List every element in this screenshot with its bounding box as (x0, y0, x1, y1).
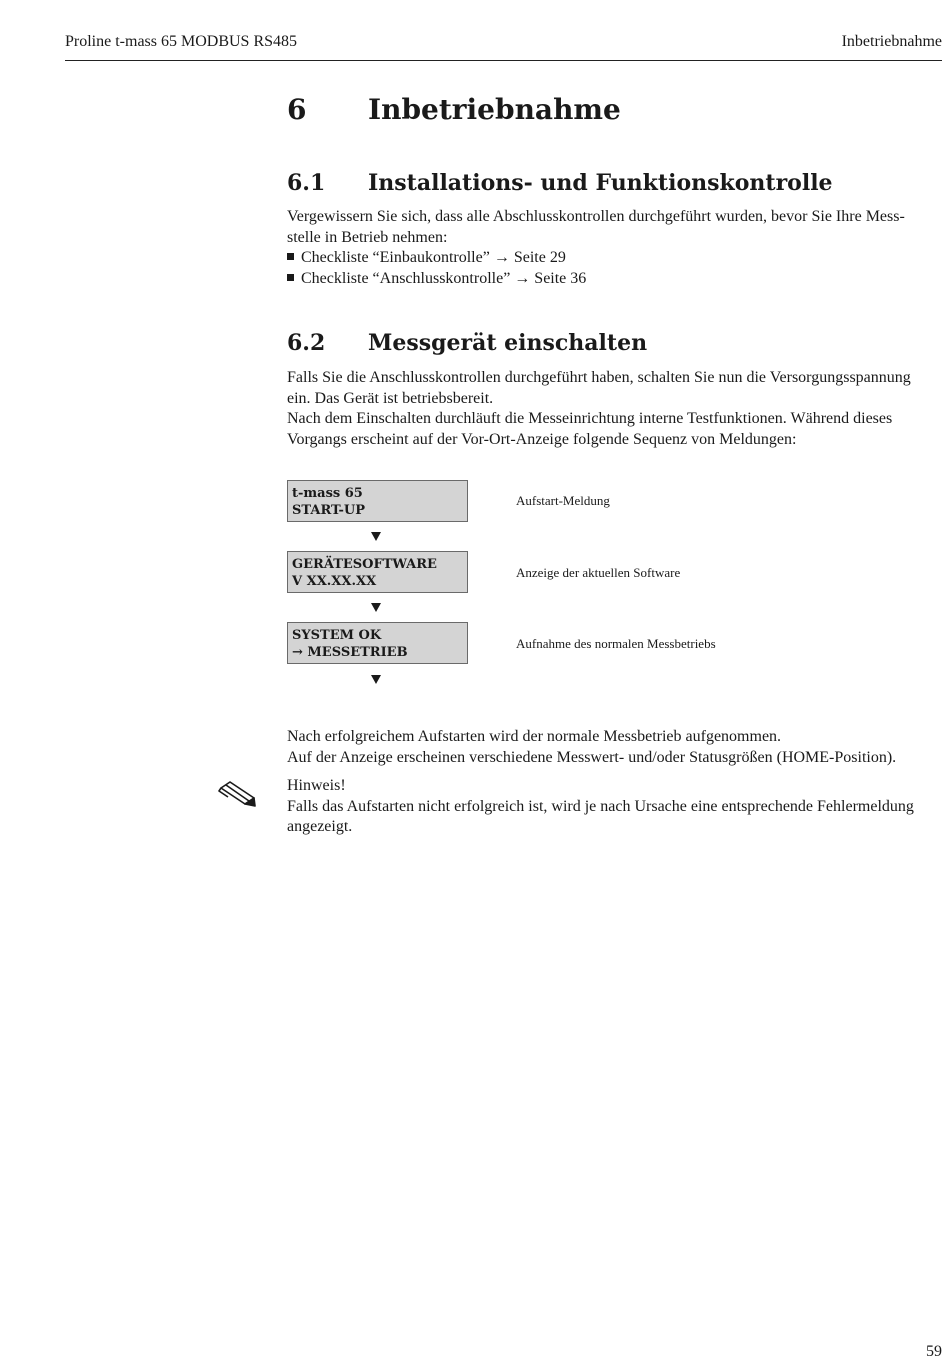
display-system-ok (287, 622, 468, 664)
section-heading-6-1 (287, 170, 833, 196)
section-6-1-body (287, 207, 942, 289)
bullet-square-icon (287, 253, 294, 260)
display-line: START-UP (292, 503, 366, 518)
display-description: Anzeige der aktuellen Software (516, 565, 681, 580)
paragraph-line: Nach erfolgreichem Aufstarten wird der normale Messbetrieb aufgenommen. (287, 728, 782, 745)
section-title: Installations- und Funktionskontrolle (368, 170, 833, 196)
paragraph-line: Nach dem Einschalten durchläuft die Messeinrichtung interne Testfunktionen. Während dieses (287, 410, 893, 427)
note-title: Hinweis! (287, 777, 346, 794)
section-title: Messgerät einschalten (368, 330, 648, 356)
arrow-down-icon (371, 532, 381, 541)
section-number: 6.2 (287, 330, 326, 356)
note-text: angezeigt. (287, 818, 353, 835)
bullet-item: Checkliste “Anschlusskontrolle” → Seite 36 (287, 269, 942, 290)
section-6-2-body (287, 368, 942, 450)
chapter-number: 6 (287, 93, 307, 126)
chapter-heading (287, 93, 621, 126)
pencil-icon (218, 778, 258, 810)
display-software (287, 551, 468, 593)
section-heading-6-2 (287, 330, 647, 356)
display-line: SYSTEM OK (292, 628, 382, 643)
display-line: t-mass 65 (292, 486, 363, 501)
page-number: 59 (926, 1343, 942, 1360)
paragraph-line: Falls Sie die Anschlusskontrollen durchgeführt haben, schalten Sie nun die Versorgungsspannung (287, 369, 911, 386)
intro-line: Vergewissern Sie sich, dass alle Abschlusskontrollen durchgeführt wurden, bevor Sie Ihre Mess- (287, 208, 905, 225)
display-line: V XX.XX.XX (292, 574, 377, 589)
header-chapter-title: Inbetriebnahme (841, 33, 942, 50)
display-description: Aufnahme des normalen Messbetriebs (516, 636, 716, 651)
after-startup-text (287, 727, 942, 768)
bullet-square-icon (287, 274, 294, 281)
page-header (65, 30, 942, 61)
display-startup (287, 480, 468, 522)
chapter-title: Inbetriebnahme (368, 93, 621, 126)
display-description: Aufstart-Meldung (516, 493, 610, 508)
intro-line: stelle in Betrieb nehmen: (287, 228, 448, 246)
arrow-down-icon (371, 675, 381, 684)
paragraph-line: ein. Das Gerät ist betriebsbereit. (287, 389, 494, 407)
section-number: 6.1 (287, 170, 326, 196)
bullet-item: Checkliste “Einbaukontrolle” → Seite 29 (287, 248, 942, 269)
paragraph-line: Auf der Anzeige erscheinen verschiedene Messwert- und/oder Statusgrößen (HOME-Position). (287, 748, 897, 766)
arrow-down-icon (371, 603, 381, 612)
display-line: GERÄTESOFTWARE (292, 557, 437, 572)
note-text: Falls das Aufstarten nicht erfolgreich ist, wird je nach Ursache eine entsprechende Fehlermeldung (287, 797, 914, 815)
header-product-title: Proline t-mass 65 MODBUS RS485 (65, 33, 298, 50)
note-block (287, 776, 942, 838)
paragraph-line: Vorgangs erscheint auf der Vor-Ort-Anzeige folgende Sequenz von Meldungen: (287, 430, 797, 448)
display-line: → MESSETRIEB (292, 645, 408, 660)
